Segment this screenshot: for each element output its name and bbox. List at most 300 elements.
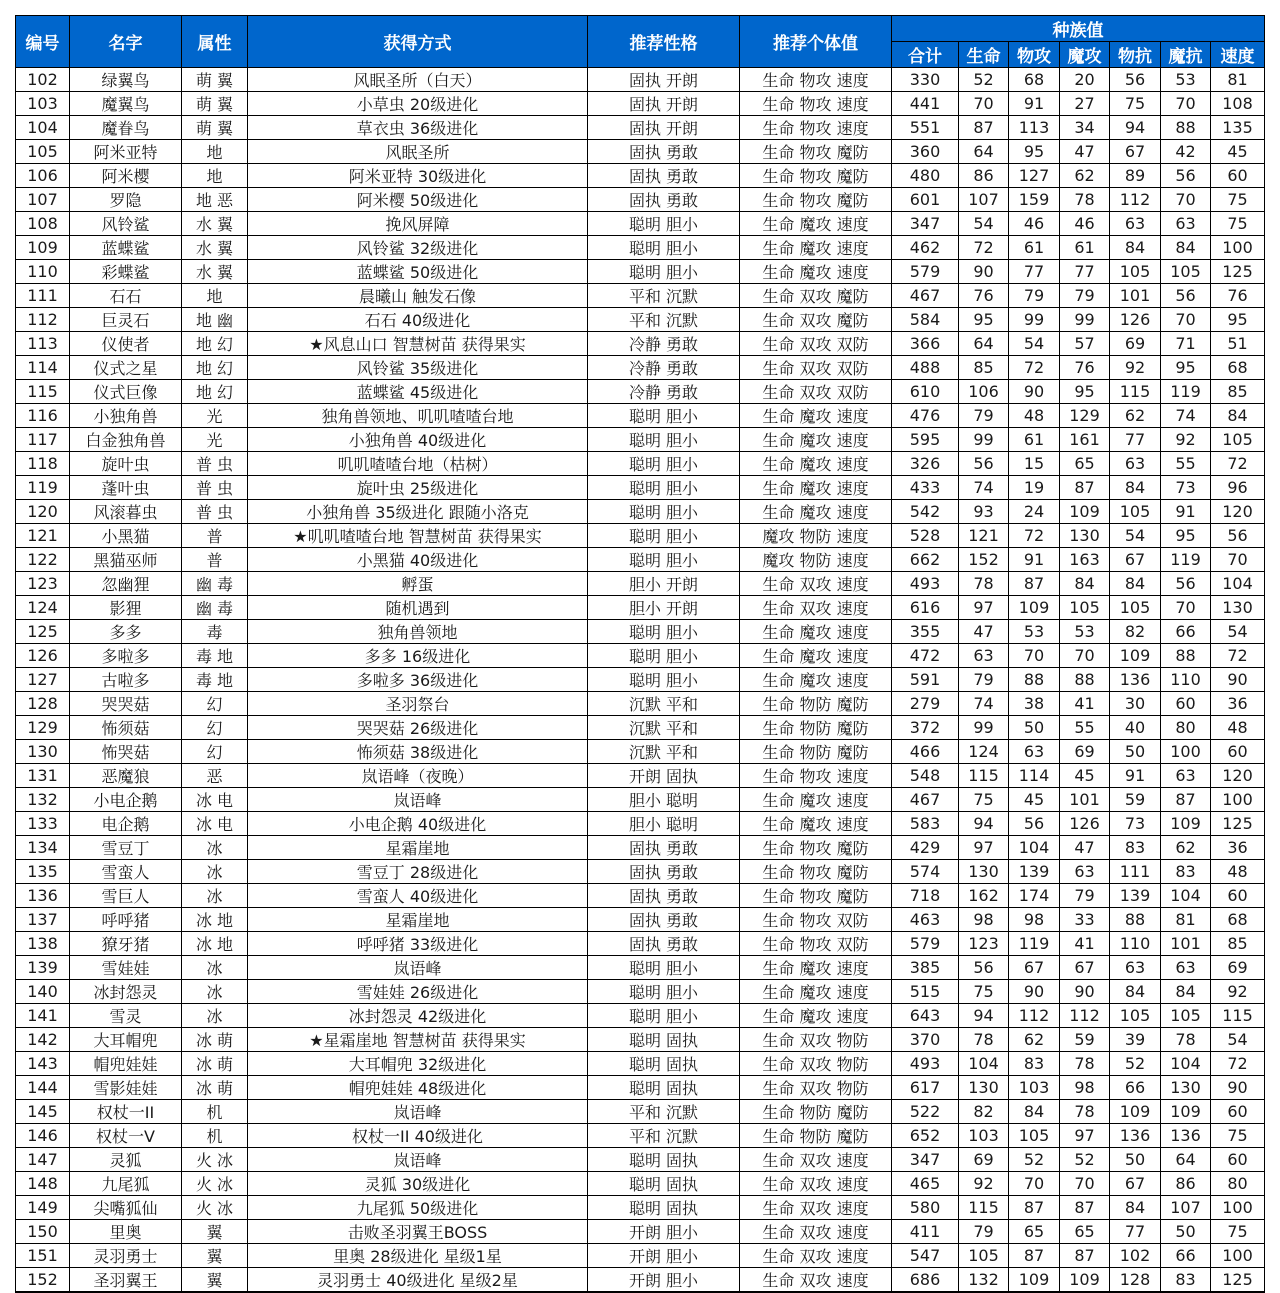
- cell-mdef: 73: [1161, 476, 1211, 500]
- cell-hp: 107: [959, 188, 1009, 212]
- cell-mdef: 88: [1161, 116, 1211, 140]
- cell-matk: 95: [1060, 380, 1110, 404]
- cell-nature: 冷静 勇敢: [588, 380, 740, 404]
- header-id: 编号: [16, 16, 70, 68]
- cell-pdef: 92: [1110, 356, 1161, 380]
- cell-pdef: 84: [1110, 572, 1161, 596]
- cell-iv: 生命 物防 魔防: [740, 1124, 892, 1148]
- cell-speed: 75: [1211, 212, 1265, 236]
- cell-speed: 84: [1211, 404, 1265, 428]
- cell-speed: 120: [1211, 764, 1265, 788]
- cell-id: 138: [16, 932, 70, 956]
- cell-speed: 75: [1211, 1124, 1265, 1148]
- cell-speed: 108: [1211, 92, 1265, 116]
- cell-nature: 固执 开朗: [588, 68, 740, 92]
- cell-speed: 100: [1211, 788, 1265, 812]
- cell-method: 雪娃娃 26级进化: [248, 980, 588, 1004]
- cell-id: 112: [16, 308, 70, 332]
- pet-table-container: [15, 15, 1264, 1293]
- cell-attr: 冰: [182, 1004, 248, 1028]
- cell-method: 风眠圣所: [248, 140, 588, 164]
- cell-attr: 萌 翼: [182, 68, 248, 92]
- cell-matk: 69: [1060, 740, 1110, 764]
- cell-patk: 105: [1009, 1124, 1060, 1148]
- cell-method: 雪蛮人 40级进化: [248, 884, 588, 908]
- cell-name: 怖须菇: [70, 716, 182, 740]
- cell-nature: 沉默 平和: [588, 716, 740, 740]
- table-row: [16, 812, 1265, 836]
- cell-pdef: 89: [1110, 164, 1161, 188]
- table-row: [16, 1148, 1265, 1172]
- cell-hp: 85: [959, 356, 1009, 380]
- cell-nature: 胆小 开朗: [588, 572, 740, 596]
- cell-iv: 生命 物攻 魔防: [740, 188, 892, 212]
- cell-name: 石石: [70, 284, 182, 308]
- cell-patk: 46: [1009, 212, 1060, 236]
- cell-iv: 生命 双攻 物防: [740, 1052, 892, 1076]
- cell-mdef: 62: [1161, 836, 1211, 860]
- cell-hp: 130: [959, 860, 1009, 884]
- cell-id: 124: [16, 596, 70, 620]
- cell-total: 429: [892, 836, 959, 860]
- table-row: [16, 644, 1265, 668]
- table-row: [16, 1076, 1265, 1100]
- cell-nature: 固执 勇敢: [588, 164, 740, 188]
- cell-patk: 72: [1009, 524, 1060, 548]
- cell-matk: 112: [1060, 1004, 1110, 1028]
- cell-iv: 魔攻 物防 速度: [740, 524, 892, 548]
- cell-name: 小黑猫: [70, 524, 182, 548]
- cell-nature: 固执 勇敢: [588, 932, 740, 956]
- table-row: [16, 1220, 1265, 1244]
- table-row: [16, 836, 1265, 860]
- cell-total: 493: [892, 572, 959, 596]
- cell-mdef: 119: [1161, 380, 1211, 404]
- cell-name: 阿米樱: [70, 164, 182, 188]
- table-row: [16, 572, 1265, 596]
- cell-attr: 水 翼: [182, 260, 248, 284]
- cell-speed: 92: [1211, 980, 1265, 1004]
- table-row: [16, 164, 1265, 188]
- cell-pdef: 73: [1110, 812, 1161, 836]
- cell-hp: 82: [959, 1100, 1009, 1124]
- cell-iv: 生命 双攻 双防: [740, 356, 892, 380]
- cell-patk: 103: [1009, 1076, 1060, 1100]
- cell-attr: 水 翼: [182, 236, 248, 260]
- cell-id: 136: [16, 884, 70, 908]
- cell-id: 126: [16, 644, 70, 668]
- cell-hp: 94: [959, 812, 1009, 836]
- cell-speed: 125: [1211, 260, 1265, 284]
- cell-patk: 38: [1009, 692, 1060, 716]
- cell-speed: 90: [1211, 1076, 1265, 1100]
- cell-name: 权杖一II: [70, 1100, 182, 1124]
- cell-patk: 50: [1009, 716, 1060, 740]
- table-row: [16, 428, 1265, 452]
- cell-id: 134: [16, 836, 70, 860]
- cell-id: 116: [16, 404, 70, 428]
- cell-id: 132: [16, 788, 70, 812]
- cell-patk: 159: [1009, 188, 1060, 212]
- cell-mdef: 60: [1161, 692, 1211, 716]
- cell-id: 107: [16, 188, 70, 212]
- cell-mdef: 110: [1161, 668, 1211, 692]
- cell-id: 150: [16, 1220, 70, 1244]
- cell-attr: 冰 萌: [182, 1028, 248, 1052]
- cell-hp: 87: [959, 116, 1009, 140]
- cell-iv: 生命 物攻 速度: [740, 92, 892, 116]
- cell-speed: 56: [1211, 524, 1265, 548]
- cell-id: 125: [16, 620, 70, 644]
- cell-nature: 平和 沉默: [588, 1100, 740, 1124]
- cell-mdef: 109: [1161, 1100, 1211, 1124]
- cell-hp: 76: [959, 284, 1009, 308]
- cell-hp: 130: [959, 1076, 1009, 1100]
- cell-attr: 幽 毒: [182, 596, 248, 620]
- cell-iv: 生命 双攻 速度: [740, 1148, 892, 1172]
- cell-matk: 33: [1060, 908, 1110, 932]
- table-row: [16, 308, 1265, 332]
- cell-mdef: 119: [1161, 548, 1211, 572]
- cell-matk: 161: [1060, 428, 1110, 452]
- cell-name: 古啦多: [70, 668, 182, 692]
- cell-matk: 78: [1060, 1100, 1110, 1124]
- table-row: [16, 692, 1265, 716]
- cell-hp: 92: [959, 1172, 1009, 1196]
- cell-id: 122: [16, 548, 70, 572]
- cell-id: 117: [16, 428, 70, 452]
- cell-name: 仪式巨像: [70, 380, 182, 404]
- table-row: [16, 1124, 1265, 1148]
- cell-mdef: 107: [1161, 1196, 1211, 1220]
- cell-name: 尖嘴狐仙: [70, 1196, 182, 1220]
- cell-hp: 103: [959, 1124, 1009, 1148]
- cell-matk: 46: [1060, 212, 1110, 236]
- cell-attr: 地 幽: [182, 308, 248, 332]
- cell-speed: 75: [1211, 188, 1265, 212]
- cell-attr: 光: [182, 428, 248, 452]
- cell-attr: 冰: [182, 836, 248, 860]
- cell-pdef: 63: [1110, 956, 1161, 980]
- cell-nature: 聪明 固执: [588, 1076, 740, 1100]
- cell-method: 独角兽领地: [248, 620, 588, 644]
- cell-patk: 68: [1009, 68, 1060, 92]
- cell-name: 小电企鹅: [70, 788, 182, 812]
- cell-hp: 64: [959, 332, 1009, 356]
- cell-hp: 123: [959, 932, 1009, 956]
- cell-hp: 97: [959, 596, 1009, 620]
- cell-nature: 沉默 平和: [588, 740, 740, 764]
- cell-id: 142: [16, 1028, 70, 1052]
- cell-patk: 114: [1009, 764, 1060, 788]
- cell-id: 135: [16, 860, 70, 884]
- cell-hp: 162: [959, 884, 1009, 908]
- cell-mdef: 42: [1161, 140, 1211, 164]
- cell-hp: 90: [959, 260, 1009, 284]
- table-row: [16, 140, 1265, 164]
- cell-speed: 68: [1211, 356, 1265, 380]
- cell-speed: 100: [1211, 1244, 1265, 1268]
- cell-pdef: 101: [1110, 284, 1161, 308]
- cell-patk: 67: [1009, 956, 1060, 980]
- cell-iv: 生命 双攻 物防: [740, 1076, 892, 1100]
- cell-name: 灵狐: [70, 1148, 182, 1172]
- cell-hp: 106: [959, 380, 1009, 404]
- cell-id: 118: [16, 452, 70, 476]
- cell-matk: 52: [1060, 1148, 1110, 1172]
- cell-pdef: 77: [1110, 1220, 1161, 1244]
- cell-name: 雪豆丁: [70, 836, 182, 860]
- table-row: [16, 236, 1265, 260]
- cell-name: 巨灵石: [70, 308, 182, 332]
- cell-method: 石石 40级进化: [248, 308, 588, 332]
- cell-total: 480: [892, 164, 959, 188]
- cell-nature: 聪明 固执: [588, 1196, 740, 1220]
- cell-patk: 87: [1009, 1196, 1060, 1220]
- cell-method: 冰封怨灵 42级进化: [248, 1004, 588, 1028]
- cell-mdef: 83: [1161, 860, 1211, 884]
- cell-attr: 冰 电: [182, 788, 248, 812]
- cell-mdef: 84: [1161, 980, 1211, 1004]
- cell-id: 151: [16, 1244, 70, 1268]
- cell-nature: 开朗 胆小: [588, 1220, 740, 1244]
- table-row: [16, 956, 1265, 980]
- cell-total: 617: [892, 1076, 959, 1100]
- cell-matk: 34: [1060, 116, 1110, 140]
- cell-name: 旋叶虫: [70, 452, 182, 476]
- cell-iv: 生命 双攻 物防: [740, 1028, 892, 1052]
- cell-iv: 生命 物防 魔防: [740, 692, 892, 716]
- cell-mdef: 84: [1161, 236, 1211, 260]
- cell-attr: 火 冰: [182, 1172, 248, 1196]
- cell-hp: 152: [959, 548, 1009, 572]
- cell-attr: 水 翼: [182, 212, 248, 236]
- cell-speed: 60: [1211, 164, 1265, 188]
- cell-iv: 生命 魔攻 速度: [740, 812, 892, 836]
- cell-iv: 生命 魔攻 速度: [740, 452, 892, 476]
- cell-method: 阿米樱 50级进化: [248, 188, 588, 212]
- cell-nature: 聪明 固执: [588, 1052, 740, 1076]
- cell-id: 119: [16, 476, 70, 500]
- header-method: 获得方式: [248, 16, 588, 68]
- cell-id: 129: [16, 716, 70, 740]
- cell-nature: 聪明 胆小: [588, 212, 740, 236]
- cell-mdef: 56: [1161, 284, 1211, 308]
- cell-iv: 生命 双攻 速度: [740, 1220, 892, 1244]
- cell-id: 103: [16, 92, 70, 116]
- cell-iv: 生命 魔攻 速度: [740, 668, 892, 692]
- cell-nature: 聪明 胆小: [588, 980, 740, 1004]
- cell-attr: 冰: [182, 956, 248, 980]
- cell-attr: 机: [182, 1124, 248, 1148]
- cell-mdef: 55: [1161, 452, 1211, 476]
- cell-matk: 63: [1060, 860, 1110, 884]
- cell-name: 魔翼鸟: [70, 92, 182, 116]
- cell-pdef: 112: [1110, 188, 1161, 212]
- table-row: [16, 884, 1265, 908]
- cell-matk: 101: [1060, 788, 1110, 812]
- cell-patk: 119: [1009, 932, 1060, 956]
- cell-hp: 124: [959, 740, 1009, 764]
- cell-name: 风滚暮虫: [70, 500, 182, 524]
- cell-pdef: 115: [1110, 380, 1161, 404]
- cell-id: 108: [16, 212, 70, 236]
- cell-attr: 冰 萌: [182, 1052, 248, 1076]
- cell-method: 小草虫 20级进化: [248, 92, 588, 116]
- cell-pdef: 63: [1110, 212, 1161, 236]
- cell-attr: 冰 地: [182, 908, 248, 932]
- cell-hp: 97: [959, 836, 1009, 860]
- table-row: [16, 716, 1265, 740]
- cell-speed: 90: [1211, 668, 1265, 692]
- cell-mdef: 104: [1161, 884, 1211, 908]
- cell-nature: 聪明 胆小: [588, 452, 740, 476]
- cell-total: 330: [892, 68, 959, 92]
- cell-speed: 68: [1211, 908, 1265, 932]
- cell-attr: 翼: [182, 1220, 248, 1244]
- header-base-stats: 种族值: [892, 16, 1265, 42]
- table-row: [16, 1244, 1265, 1268]
- cell-speed: 69: [1211, 956, 1265, 980]
- table-row: [16, 452, 1265, 476]
- cell-hp: 54: [959, 212, 1009, 236]
- cell-mdef: 83: [1161, 1268, 1211, 1293]
- table-row: [16, 1172, 1265, 1196]
- cell-patk: 98: [1009, 908, 1060, 932]
- cell-method: 帽兜娃娃 48级进化: [248, 1076, 588, 1100]
- header-stat-matk: 魔攻: [1060, 42, 1110, 68]
- cell-method: 雪豆丁 28级进化: [248, 860, 588, 884]
- cell-total: 551: [892, 116, 959, 140]
- header-stat-hp: 生命: [959, 42, 1009, 68]
- cell-pdef: 39: [1110, 1028, 1161, 1052]
- cell-attr: 地: [182, 140, 248, 164]
- cell-iv: 生命 双攻 双防: [740, 332, 892, 356]
- cell-id: 141: [16, 1004, 70, 1028]
- cell-mdef: 88: [1161, 644, 1211, 668]
- cell-id: 106: [16, 164, 70, 188]
- header-stat-pdef: 物抗: [1110, 42, 1161, 68]
- cell-matk: 57: [1060, 332, 1110, 356]
- cell-hp: 47: [959, 620, 1009, 644]
- cell-method: 叽叽喳喳台地（枯树）: [248, 452, 588, 476]
- cell-mdef: 86: [1161, 1172, 1211, 1196]
- table-row: [16, 1268, 1265, 1293]
- cell-nature: 固执 勇敢: [588, 908, 740, 932]
- cell-attr: 幻: [182, 692, 248, 716]
- cell-name: 雪娃娃: [70, 956, 182, 980]
- cell-patk: 61: [1009, 428, 1060, 452]
- cell-nature: 平和 沉默: [588, 1124, 740, 1148]
- cell-hp: 99: [959, 716, 1009, 740]
- cell-id: 148: [16, 1172, 70, 1196]
- cell-mdef: 63: [1161, 212, 1211, 236]
- cell-pdef: 83: [1110, 836, 1161, 860]
- cell-patk: 87: [1009, 1244, 1060, 1268]
- cell-pdef: 50: [1110, 740, 1161, 764]
- cell-speed: 36: [1211, 692, 1265, 716]
- cell-id: 110: [16, 260, 70, 284]
- cell-pdef: 84: [1110, 236, 1161, 260]
- cell-method: ★星霜崖地 智慧树苗 获得果实: [248, 1028, 588, 1052]
- cell-pdef: 109: [1110, 1100, 1161, 1124]
- cell-iv: 生命 魔攻 速度: [740, 644, 892, 668]
- cell-mdef: 63: [1161, 764, 1211, 788]
- cell-nature: 开朗 固执: [588, 764, 740, 788]
- cell-patk: 56: [1009, 812, 1060, 836]
- cell-total: 465: [892, 1172, 959, 1196]
- cell-patk: 83: [1009, 1052, 1060, 1076]
- cell-hp: 52: [959, 68, 1009, 92]
- cell-hp: 105: [959, 1244, 1009, 1268]
- cell-matk: 88: [1060, 668, 1110, 692]
- cell-pdef: 110: [1110, 932, 1161, 956]
- cell-id: 146: [16, 1124, 70, 1148]
- cell-total: 355: [892, 620, 959, 644]
- cell-name: 哭哭菇: [70, 692, 182, 716]
- cell-speed: 75: [1211, 1220, 1265, 1244]
- cell-mdef: 136: [1161, 1124, 1211, 1148]
- cell-id: 145: [16, 1100, 70, 1124]
- cell-matk: 55: [1060, 716, 1110, 740]
- cell-method: 蓝蝶鲨 45级进化: [248, 380, 588, 404]
- cell-name: 里奥: [70, 1220, 182, 1244]
- cell-nature: 平和 沉默: [588, 284, 740, 308]
- cell-speed: 96: [1211, 476, 1265, 500]
- cell-method: 草衣虫 36级进化: [248, 116, 588, 140]
- cell-nature: 聪明 固执: [588, 1148, 740, 1172]
- cell-pdef: 126: [1110, 308, 1161, 332]
- cell-attr: 幻: [182, 740, 248, 764]
- cell-matk: 20: [1060, 68, 1110, 92]
- cell-matk: 65: [1060, 1220, 1110, 1244]
- cell-iv: 魔攻 物防 速度: [740, 548, 892, 572]
- cell-iv: 生命 魔攻 速度: [740, 980, 892, 1004]
- cell-pdef: 67: [1110, 140, 1161, 164]
- cell-iv: 生命 魔攻 速度: [740, 956, 892, 980]
- cell-patk: 109: [1009, 1268, 1060, 1293]
- cell-patk: 127: [1009, 164, 1060, 188]
- cell-id: 113: [16, 332, 70, 356]
- cell-hp: 75: [959, 980, 1009, 1004]
- cell-total: 652: [892, 1124, 959, 1148]
- cell-matk: 98: [1060, 1076, 1110, 1100]
- cell-patk: 84: [1009, 1100, 1060, 1124]
- cell-method: 呼呼猪 33级进化: [248, 932, 588, 956]
- table-row: [16, 284, 1265, 308]
- cell-attr: 火 冰: [182, 1196, 248, 1220]
- cell-iv: 生命 双攻 速度: [740, 596, 892, 620]
- cell-matk: 47: [1060, 836, 1110, 860]
- cell-attr: 地: [182, 284, 248, 308]
- cell-method: ★叽叽喳喳台地 智慧树苗 获得果实: [248, 524, 588, 548]
- cell-matk: 41: [1060, 932, 1110, 956]
- cell-method: 岚语峰: [248, 1100, 588, 1124]
- cell-name: 魔眷鸟: [70, 116, 182, 140]
- cell-patk: 109: [1009, 596, 1060, 620]
- table-row: [16, 1028, 1265, 1052]
- cell-matk: 65: [1060, 452, 1110, 476]
- cell-hp: 95: [959, 308, 1009, 332]
- cell-id: 109: [16, 236, 70, 260]
- cell-mdef: 66: [1161, 620, 1211, 644]
- cell-iv: 生命 双攻 魔防: [740, 284, 892, 308]
- table-row: [16, 596, 1265, 620]
- cell-method: 多啦多 36级进化: [248, 668, 588, 692]
- cell-mdef: 91: [1161, 500, 1211, 524]
- cell-speed: 72: [1211, 644, 1265, 668]
- cell-id: 131: [16, 764, 70, 788]
